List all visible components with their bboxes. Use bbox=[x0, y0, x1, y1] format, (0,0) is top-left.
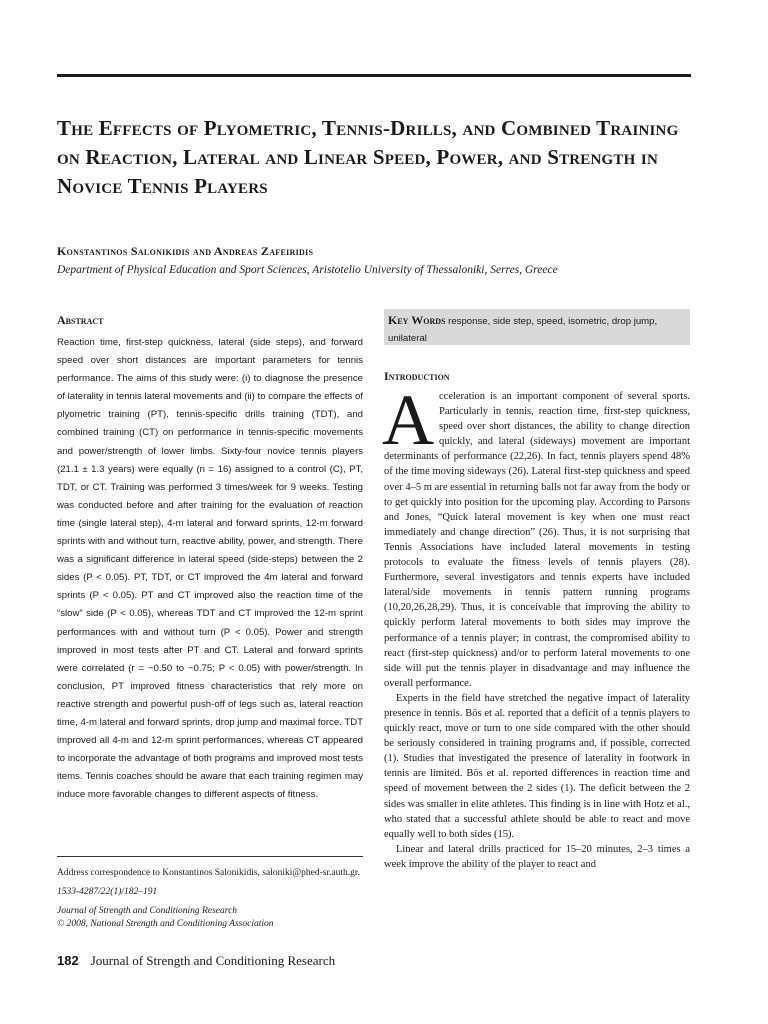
abstract-heading: Abstract bbox=[57, 313, 104, 327]
affiliation: Department of Physical Education and Sport Sciences, Aristotelio University of Thessaloniki, Serres, Greece bbox=[57, 264, 558, 276]
journal-line: Journal of Strength and Conditioning Research bbox=[57, 906, 238, 916]
footer-journal-name: Journal of Strength and Conditioning Research bbox=[90, 953, 336, 968]
doi-line: 1533-4287/22(1)/182–191 bbox=[57, 887, 158, 897]
article-title: The Effects of Plyometric, Tennis-Drills, and Combined Training on Reaction, Lateral and Linear Speed, Power, and Strength in Novice Tennis Players bbox=[57, 116, 679, 198]
abstract-text: Reaction time, first-step quickness, lateral (side steps), and forward speed over short distances are important parameters for tennis performance. The aims of this study were: (i) to diagnose the presence of laterality in tennis lateral movements and (ii) to compare the effects of plyometric training (PT), tennis-specific drills training (TDT), and combined training (CT) on performance in tennis-specific movements and power/strength of lower limbs. Sixty-four novice tennis players (21.1 ± 1.3 years) were equally (n = 16) assigned to a control (C), PT, TDT, or CT. Training was performed 3 times/week for 9 weeks. Testing was conducted before and after training for the evaluation of reaction time (single lateral step), 4-m lateral and forward sprints, 12-m forward sprints with and without turn, reactive ability, power, and strength. There was a significant difference in lateral speed (side-steps) between the 2 sides (P < 0.05). PT, TDT, or CT improved the 4m lateral and forward sprints (P < 0.05). PT and CT improved also the reaction time of the “slow” side (P < 0.05), whereas TDT and CT improved the 12-m sprint performances with and without turn (P < 0.05). Power and strength improved in most tests after PT and CT. Lateral and forward sprints were correlated (r = −0.50 to −0.75; P < 0.05) with power/strength. In conclusion, PT improved fitness characteristics that rely more on reactive strength and powerful push-off of legs such as, lateral reaction time, 4-m lateral and forward sprints, drop jump and maximal force. TDT improved all 4-m and 12-m sprint performances, whereas CT appeared to incorporate the advantage of both programs and improved most tests items. Tennis coaches should be aware that each training regimen may induce more favorable changes to different aspects of fitness. bbox=[57, 337, 363, 801]
copyright-line: © 2008, National Strength and Conditioning Association bbox=[57, 919, 274, 929]
keywords-label: Key Words bbox=[388, 313, 446, 327]
top-rule bbox=[57, 74, 691, 77]
intro-paragraph-2: Experts in the field have stretched the negative impact of laterality presence in tennis. Bös et al. reported that a deficit of a tennis players to quickly react, move or turn to one side compared with the other should be seriously considered in training programs and, if possible, corrected (1). Studies that investigated the presence of laterality in footwork in tennis are limited. Bös et al. reported differences in reaction time and speed of movement between the 2 sides (1). The deficit between the 2 sides was smaller in elite athletes. This finding is in line with Hotz et al., who stated that a successful athlete should be able to react and move equally well to both sides (15). bbox=[384, 692, 690, 840]
introduction-body bbox=[382, 380, 690, 872]
page-footer bbox=[57, 953, 335, 969]
footnotes bbox=[57, 856, 363, 931]
authors: Konstantinos Salonikidis and Andreas Zafeiridis bbox=[57, 244, 314, 258]
correspondence-address: Address correspondence to Konstantinos Salonikidis, saloniki@phed-sr.auth.gr. bbox=[57, 868, 360, 878]
drop-cap: A bbox=[382, 380, 434, 460]
keywords-text: response, side step, speed, isometric, drop jump, unilateral bbox=[388, 316, 658, 344]
keywords-box bbox=[384, 309, 690, 345]
introduction-heading: Introduction bbox=[384, 369, 450, 383]
intro-paragraph-1: Acceleration is an important component of several sports. Particularly in tennis, reaction time, first-step quickness, speed over short distances, the ability to change direction quickly, and lateral (sideways) movement are important determinants of performance (22,26). In fact, tennis players spend 48% of the time moving sideways (26). Lateral first-step quickness and speed over 4–5 m are essential in returning balls not far away from the body or to get quickly into position for the upcoming play. According to Parsons and Jones, “Quick lateral movement is key when one must react immediately and change direction” (26). Thus, it is not surprising that Tennis Associations have included lateral movements in testing protocols to evaluate the fitness levels of tennis players (28). Furthermore, several investigators and tennis experts have included lateral/side movements in tennis pattern running programs (10,20,26,28,29). Thus, it is conceivable that improving the ability to quickly perform lateral movements to both sides may improve the performance of a tennis player; in contrast, the compromised ability to react (first-step quickness) and/or to perform lateral movements to one side will put the tennis player in disadvantage and may influence the overall performance. bbox=[382, 380, 690, 689]
intro-paragraph-3: Linear and lateral drills practiced for 15–20 minutes, 2–3 times a week improve the ability of the player to react and bbox=[384, 843, 690, 870]
page-number: 182 bbox=[57, 953, 79, 968]
